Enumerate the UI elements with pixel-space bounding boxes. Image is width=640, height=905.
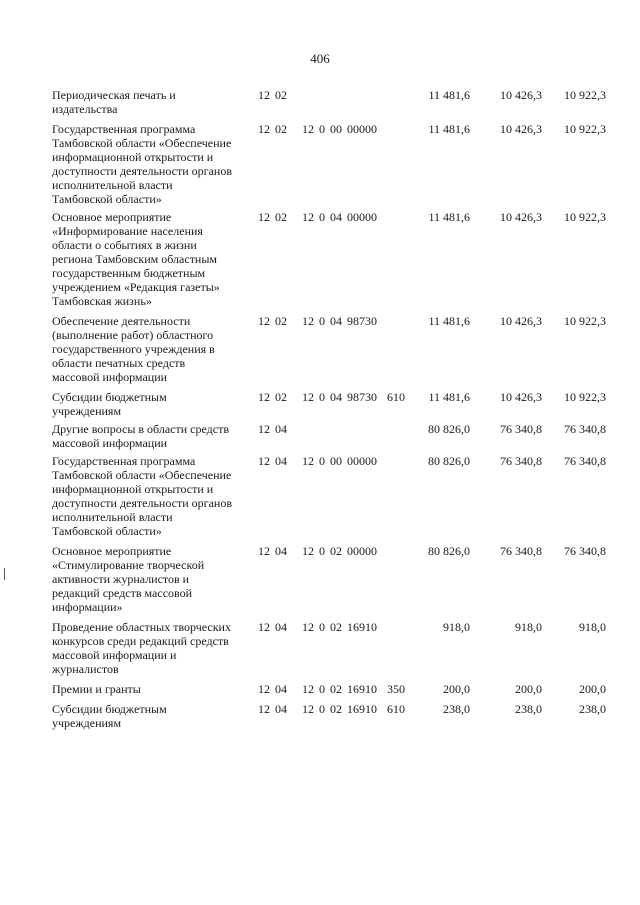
row-name: Проведение областных творческих конкурсов среди редакций средств массовой информации и журналистов (52, 620, 231, 676)
row-value-2: 10 426,3 (500, 88, 542, 102)
row-name: Другие вопросы в области средств массовой информации (52, 422, 230, 450)
row-name: Субсидии бюджетным учреждениям (52, 702, 167, 730)
row-code: 12 02 (258, 88, 287, 102)
row-value-3: 918,0 (579, 620, 606, 634)
row-name: Периодическая печать и издательства (52, 88, 176, 116)
table-row (52, 210, 612, 308)
row-value-1: 11 481,6 (428, 210, 470, 224)
row-value-3: 10 922,3 (564, 122, 606, 136)
row-name: Государственная программа Тамбовской области «Обеспечение информационной открытости и доступности деятельности органов исполнительной власти Тамбовской области» (52, 454, 232, 538)
row-value-3: 76 340,8 (564, 422, 606, 436)
row-value-2: 10 426,3 (500, 122, 542, 136)
row-value-2: 200,0 (515, 682, 542, 696)
row-name: Государственная программа Тамбовской области «Обеспечение информационной открытости и доступности деятельности органов исполнительной власти Тамбовской области» (52, 122, 232, 206)
row-value-1: 11 481,6 (428, 390, 470, 404)
row-code: 12 02 12 0 00 00000 (258, 122, 377, 136)
row-code: 12 04 12 0 02 00000 (258, 544, 377, 558)
row-value-3: 76 340,8 (564, 544, 606, 558)
row-code: 12 02 12 0 04 00000 (258, 210, 377, 224)
table-row (52, 314, 612, 384)
row-value-1: 11 481,6 (428, 88, 470, 102)
row-name: Премии и гранты (52, 682, 141, 696)
table-row (52, 544, 612, 614)
table-row (52, 122, 612, 206)
page-number: 406 (310, 51, 330, 66)
row-name: Основное мероприятие «Стимулирование творческой активности журналистов и редакций средств массовой информации» (52, 544, 205, 614)
row-value-1: 238,0 (443, 702, 470, 716)
row-value-1: 918,0 (443, 620, 470, 634)
budget-table (52, 88, 612, 736)
row-value-3: 238,0 (579, 702, 606, 716)
row-value-2: 918,0 (515, 620, 542, 634)
table-row (52, 682, 612, 696)
row-code: 12 04 12 0 02 16910 (258, 620, 377, 634)
row-value-3: 200,0 (579, 682, 606, 696)
row-code: 12 02 12 0 04 98730 (258, 314, 377, 328)
row-value-1: 80 826,0 (428, 454, 470, 468)
table-row (52, 620, 612, 676)
row-value-2: 238,0 (515, 702, 542, 716)
margin-mark (4, 568, 5, 580)
row-value-2: 10 426,3 (500, 390, 542, 404)
row-value-2: 76 340,8 (500, 544, 542, 558)
row-value-2: 10 426,3 (500, 210, 542, 224)
row-name: Субсидии бюджетным учреждениям (52, 390, 167, 418)
row-code: 12 04 12 0 00 00000 (258, 454, 377, 468)
row-value-3: 10 922,3 (564, 210, 606, 224)
table-row (52, 88, 612, 116)
row-code: 12 02 12 0 04 98730 610 (258, 390, 405, 404)
row-value-3: 10 922,3 (564, 88, 606, 102)
row-value-2: 76 340,8 (500, 454, 542, 468)
row-value-3: 76 340,8 (564, 454, 606, 468)
table-row (52, 422, 612, 450)
row-value-1: 11 481,6 (428, 314, 470, 328)
table-row (52, 702, 612, 730)
row-value-3: 10 922,3 (564, 390, 606, 404)
row-code: 12 04 12 0 02 16910 350 (258, 682, 405, 696)
table-row (52, 390, 612, 418)
row-value-1: 11 481,6 (428, 122, 470, 136)
row-name: Обеспечение деятельности (выполнение работ) областного государственного учреждения в области печатных средств массовой информации (52, 314, 215, 384)
row-value-1: 200,0 (443, 682, 470, 696)
row-value-2: 76 340,8 (500, 422, 542, 436)
row-code: 12 04 (258, 422, 287, 436)
row-value-1: 80 826,0 (428, 544, 470, 558)
row-code: 12 04 12 0 02 16910 610 (258, 702, 405, 716)
row-value-2: 10 426,3 (500, 314, 542, 328)
row-name: Основное мероприятие «Информирование населения области о событиях в жизни региона Тамбовским областным государственным бюджетным учреждением «Редакция газеты» Тамбовская жизнь» (52, 210, 220, 308)
row-value-1: 80 826,0 (428, 422, 470, 436)
row-value-3: 10 922,3 (564, 314, 606, 328)
table-row (52, 454, 612, 538)
